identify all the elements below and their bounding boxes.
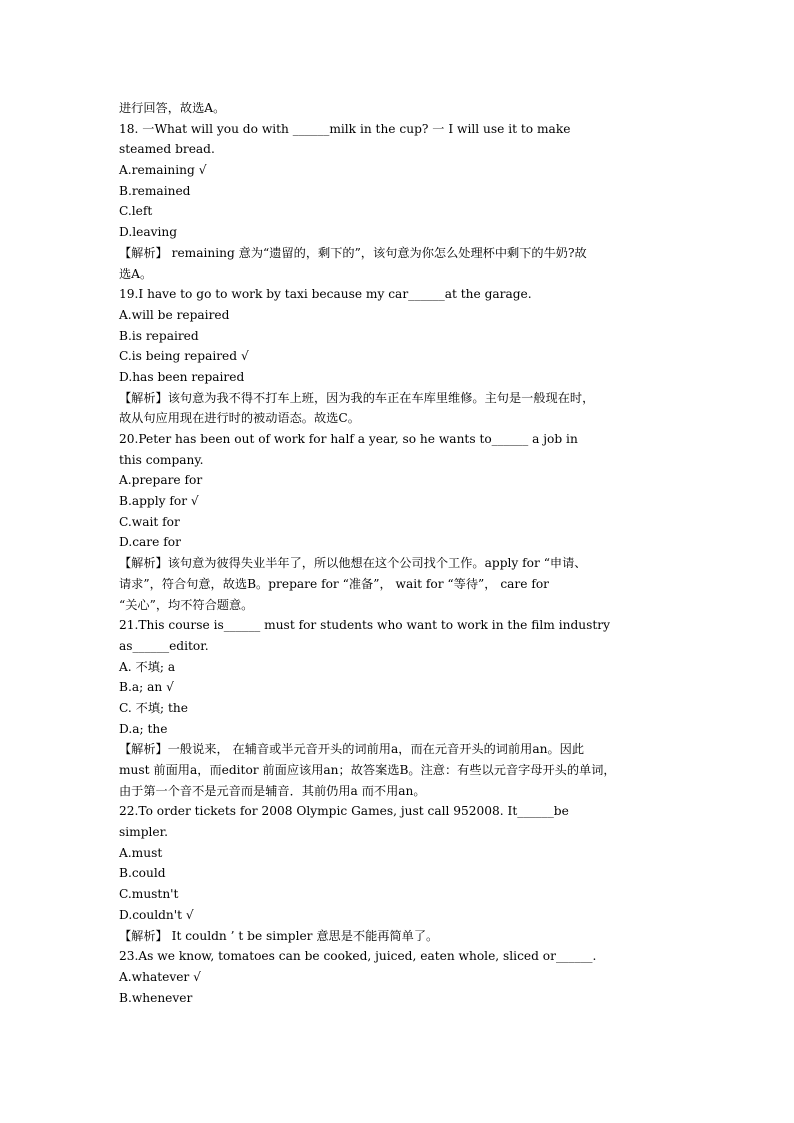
option-b: B.is repaired [119, 328, 199, 343]
question-19: 19.I have to go to work by taxi because my car______at the garage. [119, 287, 532, 302]
option-a: A.must [119, 845, 163, 860]
option-c: C.mustn't [119, 887, 179, 902]
text-line: steamed bread. [119, 142, 215, 157]
option-b: B.remained [119, 183, 191, 198]
option-c: C.wait for [119, 514, 180, 529]
option-a: A. 不填; a [119, 659, 176, 674]
option-d: D.has been repaired [119, 369, 245, 384]
option-b: B.whenever [119, 990, 193, 1005]
question-21: 21.This course is______ must for students who want to work in the film industry [119, 618, 610, 633]
option-d: D.couldn't √ [119, 907, 194, 922]
explanation-line: 【解析】该句意为彼得失业半年了，所以他想在这个公司找个工作。apply for “申请、 [119, 556, 587, 571]
question-22: 22.To order tickets for 2008 Olympic Games, just call 952008. It______be [119, 804, 569, 819]
explanation-line: “关心”，均不符合题意。 [119, 597, 254, 612]
option-d: D.leaving [119, 225, 178, 240]
text-line: as______editor. [119, 638, 209, 653]
explanation-line: 故从句应用现在进行时的被动语态。故选C。 [119, 411, 360, 426]
option-c: C.is being repaired √ [119, 349, 249, 364]
explanation-line: must 前面用a，而editor 前面应该用an；故答案选B。注意：有些以元音字母开头的单词， [119, 763, 616, 777]
option-d: D.a; the [119, 721, 168, 736]
option-c: C.left [119, 204, 153, 219]
explanation-line: 选A。 [119, 266, 153, 281]
option-b: B.a; an √ [119, 680, 174, 695]
text-line: simpler. [119, 825, 168, 840]
explanation-line: 【解析】该句意为我不得不打车上班，因为我的车正在车库里维修。主句是一般现在时， [119, 390, 595, 405]
explanation-line: 【解析】 It couldn ’ t be simpler 意思是不能再简单了。 [119, 928, 439, 943]
explanation-line: 请求”，符合句意，故选B。prepare for “准备”， wait for “等待”， care for [119, 576, 550, 591]
option-a: A.whatever √ [119, 969, 201, 984]
question-18: 18. 一What will you do with ______milk in the cup? 一 I will use it to make [119, 121, 571, 136]
text-line: 进行回答，故选A。 [119, 101, 226, 115]
option-b: B.apply for √ [119, 494, 199, 509]
option-a: A.will be repaired [119, 307, 230, 322]
explanation-line: 【解析】一般说来， 在辅音或半元音开头的词前用a，而在元音开头的词前用an。因此 [119, 742, 585, 757]
question-23: 23.As we know, tomatoes can be cooked, juiced, eaten whole, sliced or______. [119, 949, 597, 964]
option-d: D.care for [119, 535, 181, 550]
option-c: C. 不填; the [119, 700, 188, 715]
option-a: A.remaining √ [119, 163, 207, 178]
option-a: A.prepare for [119, 473, 203, 488]
option-b: B.could [119, 866, 166, 881]
question-20: 20.Peter has been out of work for half a year, so he wants to______ a job in [119, 432, 578, 446]
document-page [119, 98, 679, 1008]
explanation-line: 由于第一个音不是元音而是辅音．其前仍用a 而不用an。 [119, 783, 426, 798]
explanation-line: 【解析】 remaining 意为“遗留的，剩下的”，该句意为你怎么处理杯中剩下的牛奶?故 [119, 245, 587, 260]
text-line: this company. [119, 452, 204, 467]
